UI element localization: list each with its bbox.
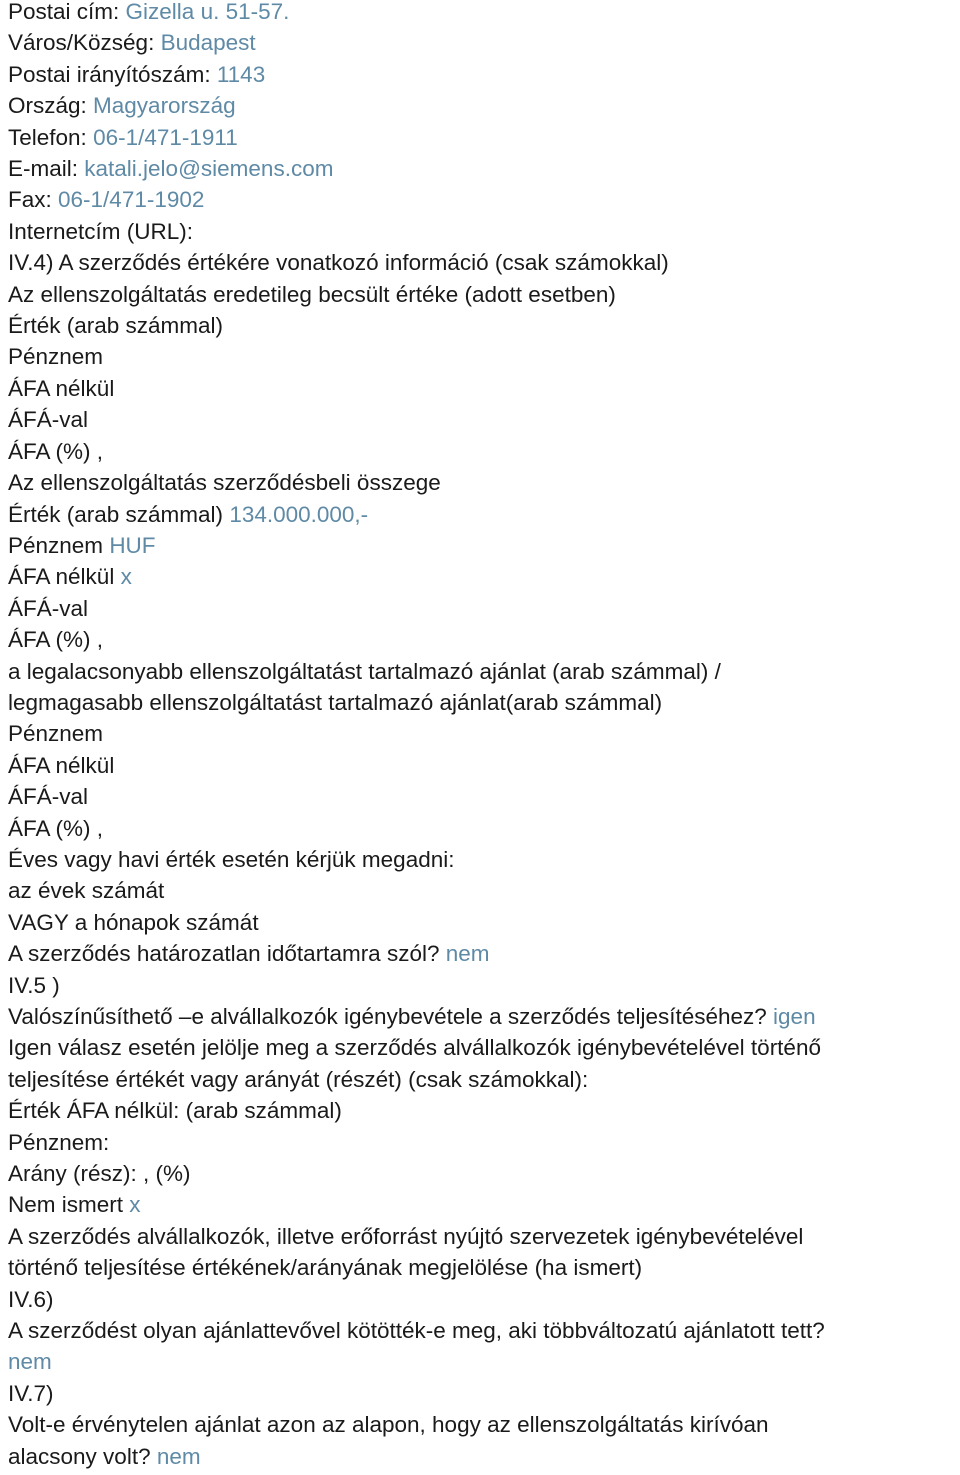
document-line [8,0,953,27]
document-line [8,687,953,718]
line-value: x [129,1192,141,1218]
document-line [8,1001,953,1032]
document-line [8,467,953,498]
line-label: Volt-e érvénytelen ajánlat azon az alapon, hogy az ellenszolgáltatás kirívóan [8,1412,769,1438]
document-line [8,90,953,121]
line-label: legmagasabb ellenszolgáltatást tartalmazó ajánlat(arab számmal) [8,689,663,715]
line-label: ÁFÁ-val [8,784,89,810]
line-label: IV.4) A szerződés értékére vonatkozó információ (csak számokkal) [8,250,669,276]
line-label: az évek számát [8,878,165,904]
document-line [8,373,953,404]
document-line [8,436,953,467]
document-line [8,938,953,969]
line-label: Postai irányítószám: [8,61,217,87]
line-label: VAGY a hónapok számát [8,909,259,935]
document-line [8,1095,953,1126]
document-line [8,153,953,184]
line-label: ÁFA (%) , [8,627,104,653]
line-label: ÁFA (%) , [8,438,104,464]
line-label: Telefon: [8,124,94,150]
line-value: Budapest [160,30,256,56]
document-line [8,907,953,938]
document-line [8,122,953,153]
line-label: Érték (arab számmal) [8,501,230,527]
line-label: Fax: [8,187,59,213]
line-label: Internetcím (URL): [8,218,194,244]
document-line [8,593,953,624]
line-label: ÁFÁ-val [8,595,89,621]
document-line [8,656,953,687]
document-line [8,875,953,906]
line-label: E-mail: [8,156,85,182]
document-line [8,1064,953,1095]
document-line [8,813,953,844]
line-label: Érték ÁFA nélkül: (arab számmal) [8,1098,342,1124]
document-line [8,310,953,341]
document-line [8,1315,953,1346]
document-line [8,1346,953,1377]
document-line [8,1032,953,1063]
line-value: 134.000.000,- [229,501,369,527]
document-line [8,1158,953,1189]
line-value: katali.jelo@siemens.com [84,156,334,182]
line-value: Magyarország [93,93,236,119]
line-value: nem [445,941,490,967]
document-line [8,1441,953,1472]
line-label: A szerződést olyan ajánlattevővel kötötték-e meg, aki többváltozatú ajánlatott tett? [8,1318,825,1344]
line-label: Pénznem: [8,1129,110,1155]
document-line [8,624,953,655]
document-line [8,27,953,58]
document-line [8,530,953,561]
line-label: ÁFÁ-val [8,407,89,433]
line-label: Érték (arab számmal) [8,313,224,339]
line-label: IV.6) [8,1286,54,1312]
line-label: Ország: [8,93,94,119]
line-value: Gizella u. 51-57. [125,0,290,24]
line-value: nem [8,1349,52,1375]
line-label: A szerződés alvállalkozók, illetve erőforrást nyújtó szervezetek igénybevételével [8,1223,804,1249]
line-value: HUF [109,532,156,558]
line-value: 06-1/471-1902 [58,187,205,213]
document-line [8,718,953,749]
document-line [8,341,953,372]
line-label: a legalacsonyabb ellenszolgáltatást tartalmazó ajánlat (arab számmal) / [8,658,721,684]
line-label: Az ellenszolgáltatás eredetileg becsült értéke (adott esetben) [8,281,616,307]
line-label: A szerződés határozatlan időtartamra szól? [8,941,446,967]
line-label: ÁFA (%) , [8,815,104,841]
line-label: Pénznem [8,721,104,747]
line-label: Igen válasz esetén jelölje meg a szerződés alvállalkozók igénybevételével történő [8,1035,821,1061]
line-label: Éves vagy havi érték esetén kérjük megadni: [8,846,455,872]
line-label: alacsony volt? [8,1443,157,1469]
line-label: Nem ismert [8,1192,130,1218]
line-label: teljesítése értékét vagy arányát (részét) (csak számokkal): [8,1066,589,1092]
line-label: Valószínűsíthető –e alvállalkozók igénybevétele a szerződés teljesítéséhez? [8,1004,774,1029]
document-line [8,1252,953,1283]
document-body [8,0,953,1472]
document-line [8,216,953,247]
line-label: ÁFA nélkül [8,564,121,590]
document-line [8,750,953,781]
line-value: nem [156,1443,201,1469]
document-line [8,404,953,435]
document-line [8,279,953,310]
line-label: Az ellenszolgáltatás szerződésbeli összege [8,470,441,496]
line-value: 1143 [216,61,266,87]
line-label: IV.5 ) [8,972,60,998]
line-label: Város/Község: [8,30,161,56]
line-label: ÁFA nélkül [8,375,115,401]
document-line [8,247,953,278]
document-line [8,59,953,90]
document-line [8,844,953,875]
line-label: Pénznem [8,344,104,370]
document-line [8,1221,953,1252]
document-line [8,1127,953,1158]
line-value: igen [773,1004,816,1029]
document-line [8,499,953,530]
line-value: x [120,564,132,590]
line-label: ÁFA nélkül [8,752,115,778]
document-line [8,970,953,1001]
line-label: IV.7) [8,1380,54,1406]
line-label: Arány (rész): , (%) [8,1161,191,1187]
document-line [8,1284,953,1315]
document-line [8,184,953,215]
line-label: Postai cím: [8,0,126,24]
document-line [8,1378,953,1409]
document-line [8,1409,953,1440]
document-line [8,561,953,592]
line-label: Pénznem [8,532,110,558]
document-line [8,1189,953,1220]
document-line [8,781,953,812]
line-label: történő teljesítése értékének/arányának megjelölése (ha ismert) [8,1255,643,1281]
line-value: 06-1/471-1911 [93,124,238,150]
